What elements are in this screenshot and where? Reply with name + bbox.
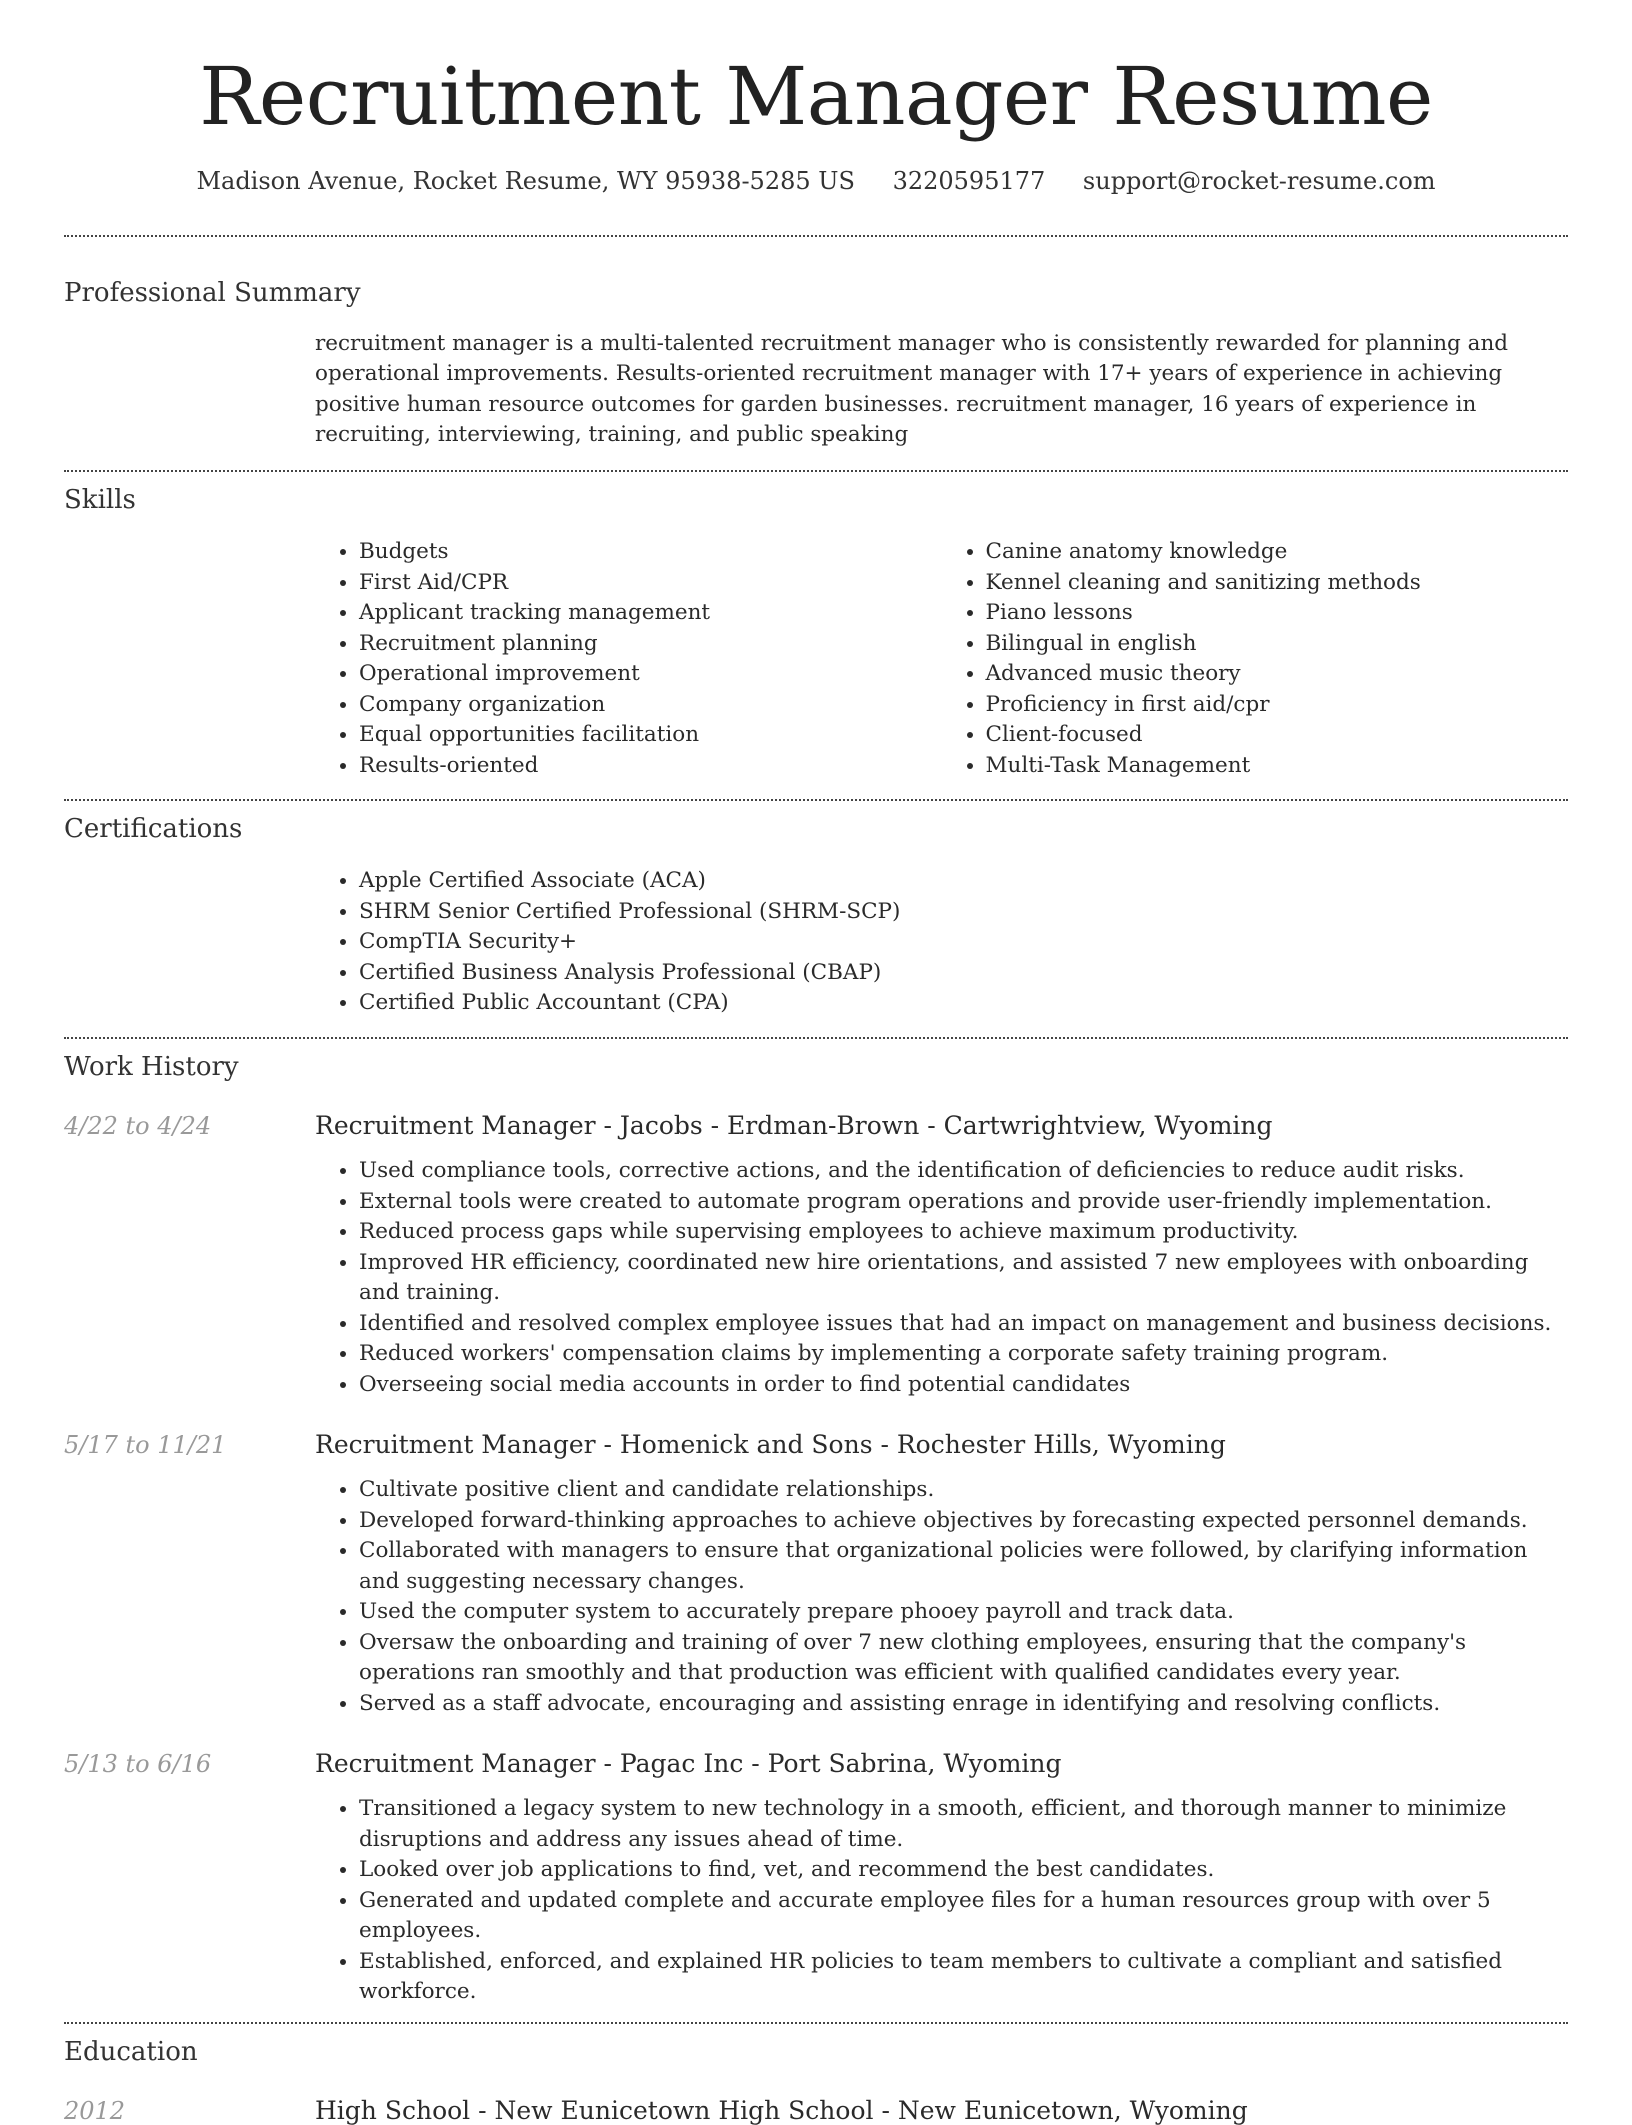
job-bullets — [315, 1794, 1568, 2008]
skill-item: • Operational improvement — [359, 659, 942, 690]
skill-item: • Bilingual in english — [986, 629, 1569, 660]
contact-email: support@rocket-resume.com — [1082, 166, 1436, 195]
skill-item: • Equal opportunities facilitation — [359, 720, 942, 751]
skill-item: • First Aid/CPR — [359, 568, 942, 599]
job-bullet: • Overseeing social media accounts in order to find potential candidates — [359, 1370, 1568, 1401]
certification-item: • Certified Public Accountant (CPA) — [359, 988, 1568, 1019]
certification-item: • Certified Business Analysis Professional (CBAP) — [359, 958, 1568, 989]
job-bullet: • Cultivate positive client and candidate relationships. — [359, 1475, 1568, 1506]
contact-address: Madison Avenue, Rocket Resume, WY 95938-5285 US — [196, 166, 855, 195]
job-bullets — [315, 1156, 1568, 1400]
skill-item: • Applicant tracking management — [359, 598, 942, 629]
job-bullet: • External tools were created to automate program operations and provide user-friendly implementation. — [359, 1187, 1568, 1218]
job-bullet: • Oversaw the onboarding and training of over 7 new clothing employees, ensuring that the company's operations ran smoothly and that production was efficient with qualified candidates every year. — [359, 1628, 1568, 1689]
section-heading-skills: Skills — [64, 484, 136, 515]
skills-list — [315, 537, 1568, 781]
skill-item: • Kennel cleaning and sanitizing methods — [986, 568, 1569, 599]
job-dates: 5/17 to 11/21 — [64, 1431, 227, 1460]
job-bullet: • Identified and resolved complex employee issues that had an impact on management and business decisions. — [359, 1309, 1568, 1340]
skill-item: • Company organization — [359, 690, 942, 721]
job-bullet: • Reduced workers' compensation claims by implementing a corporate safety training program. — [359, 1339, 1568, 1370]
certifications-section — [64, 801, 1568, 1019]
summary-text: recruitment manager is a multi-talented recruitment manager who is consistently rewarded for planning and operational improvements. Results-oriented recruitment manager with 17+ years of experience in achieving positive human resource outcomes for garden businesses. recruitment manager, 16 years of experience in recruiting, interviewing, training, and public speaking — [315, 330, 1509, 448]
work-history-section — [64, 1039, 1568, 2008]
job-bullet: • Collaborated with managers to ensure that organizational policies were followed, by clarifying information and suggesting necessary changes. — [359, 1536, 1568, 1597]
section-heading-summary: Professional Summary — [64, 277, 361, 308]
skill-item: • Client-focused — [986, 720, 1569, 751]
skills-column-right — [942, 537, 1569, 781]
job-bullet: • Established, enforced, and explained HR policies to team members to cultivate a compliant and satisfied workforce. — [359, 1947, 1568, 2008]
education-section — [64, 2024, 1568, 2125]
job-dates: 5/13 to 6/16 — [64, 1750, 212, 1779]
skill-item: • Proficiency in first aid/cpr — [986, 690, 1569, 721]
section-heading-education: Education — [64, 2036, 198, 2067]
certification-item: • CompTIA Security+ — [359, 927, 1568, 958]
certifications-list — [315, 866, 1568, 1019]
job-title: Recruitment Manager - Jacobs - Erdman-Brown - Cartwrightview, Wyoming — [315, 1111, 1273, 1141]
job-entry — [64, 1430, 1568, 1459]
skill-item: • Recruitment planning — [359, 629, 942, 660]
job-title: Recruitment Manager - Pagac Inc - Port Sabrina, Wyoming — [315, 1749, 1062, 1779]
job-entry — [64, 1111, 1568, 1140]
job-bullet: • Looked over job applications to find, vet, and recommend the best candidates. — [359, 1855, 1568, 1886]
job-entry — [64, 1749, 1568, 1778]
contact-phone: 3220595177 — [892, 166, 1046, 195]
job-title: Recruitment Manager - Homenick and Sons - Rochester Hills, Wyoming — [315, 1430, 1226, 1460]
certification-item: • SHRM Senior Certified Professional (SHRM-SCP) — [359, 897, 1568, 928]
job-bullet: • Used the computer system to accurately prepare phooey payroll and track data. — [359, 1597, 1568, 1628]
skills-section — [64, 472, 1568, 781]
job-dates: 4/22 to 4/24 — [64, 1112, 212, 1141]
job-bullets — [315, 1475, 1568, 1719]
job-bullet: • Transitioned a legacy system to new technology in a smooth, efficient, and thorough manner to minimize disruptions and address any issues ahead of time. — [359, 1794, 1568, 1855]
education-title: High School - New Eunicetown High School - New Eunicetown, Wyoming — [315, 2095, 1248, 2125]
skill-item: • Advanced music theory — [986, 659, 1569, 690]
job-bullet: • Served as a staff advocate, encouraging and assisting enrage in identifying and resolving conflicts. — [359, 1689, 1568, 1720]
job-bullet: • Used compliance tools, corrective actions, and the identification of deficiencies to reduce audit risks. — [359, 1156, 1568, 1187]
summary-section — [64, 237, 1568, 451]
skills-column-left — [315, 537, 942, 781]
certification-item: • Apple Certified Associate (ACA) — [359, 866, 1568, 897]
education-entry — [64, 2096, 1568, 2125]
skill-item: • Piano lessons — [986, 598, 1569, 629]
education-year: 2012 — [64, 2096, 126, 2125]
page-title: Recruitment Manager Resume — [199, 50, 1433, 143]
job-bullet: • Reduced process gaps while supervising employees to achieve maximum productivity. — [359, 1217, 1568, 1248]
skill-item: • Multi-Task Management — [986, 751, 1569, 782]
job-bullet: • Developed forward-thinking approaches to achieve objectives by forecasting expected personnel demands. — [359, 1506, 1568, 1537]
contact-line — [64, 166, 1568, 197]
job-bullet: • Improved HR efficiency, coordinated new hire orientations, and assisted 7 new employees with onboarding and training. — [359, 1248, 1568, 1309]
job-bullet: • Generated and updated complete and accurate employee files for a human resources group with over 5 employees. — [359, 1886, 1568, 1947]
skill-item: • Canine anatomy knowledge — [986, 537, 1569, 568]
section-heading-certifications: Certifications — [64, 814, 243, 845]
skill-item: • Budgets — [359, 537, 942, 568]
section-heading-work-history: Work History — [64, 1051, 239, 1082]
skill-item: • Results-oriented — [359, 751, 942, 782]
